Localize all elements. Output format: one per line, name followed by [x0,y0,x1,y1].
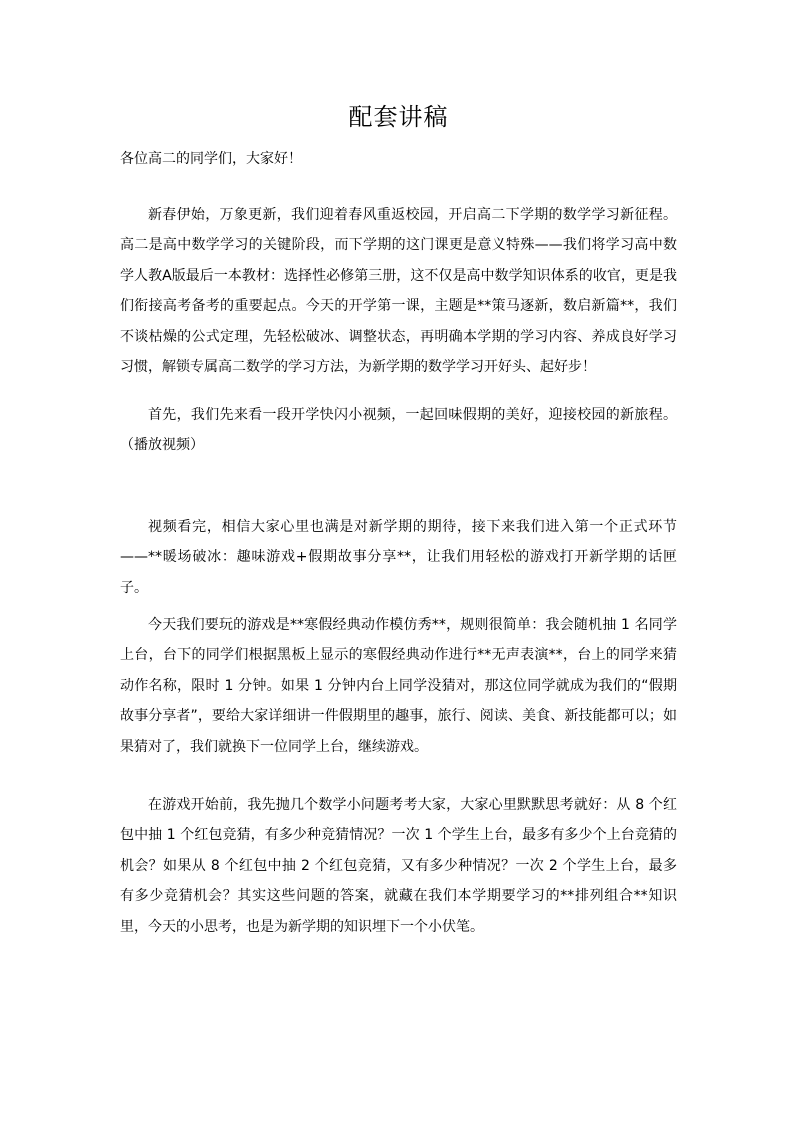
paragraph-math-questions: 在游戏开始前，我先抛几个数学小问题考考大家，大家心里默默思考就好：从 8 个红包中抽 1 个红包竞猜，有多少种竞猜情况？一次 1 个学生上台，最多有多少个上台竞猜的机会？如果从 8 个红包中抽 2 个红包竞猜，又有多少种情况？一次 2 个学生上台，最多有多少竞猜机会？其实这些问题的答案，就藏在我们本学期要学习的**排列组合**知识里，今天的小思考，也是为新学期的知识埋下一个小伏笔。 [120,797,677,935]
paragraph-video: 首先，我们先来看一段开学快闪小视频，一起回味假期的美好，迎接校园的新旅程。（播放视频） [120,407,677,454]
paragraph-icebreaker: 视频看完，相信大家心里也满是对新学期的期待，接下来我们进入第一个正式环节——**暖场破冰：趣味游戏+假期故事分享**，让我们用轻松的游戏打开新学期的话匣子。 [120,519,677,596]
greeting-line: 各位高二的同学们，大家好！ [120,151,302,167]
paragraph-intro: 新春伊始，万象更新，我们迎着春风重返校园，开启高二下学期的数学学习新征程。高二是高中数学学习的关键阶段，而下学期的这门课更是意义特殊——我们将学习高中数学人教A版最后一本教材：选择性必修第三册，这不仅是高中数学知识体系的收官，更是我们衔接高考备考的重要起点。今天的开学第一课，主题是**策马逐新，数启新篇**，我们不谈枯燥的公式定理，先轻松破冰、调整状态，再明确本学期的学习内容、养成良好学习习惯，解锁专属高二数学的学习方法，为新学期的数学学习开好头、起好步！ [120,207,677,376]
document-title: 配套讲稿 [348,103,449,131]
paragraph-game-rules: 今天我们要玩的游戏是**寒假经典动作模仿秀**，规则很简单：我会随机抽 1 名同学上台，台下的同学们根据黑板上显示的寒假经典动作进行**无声表演**，台上的同学来猜动作名称，限时 1 分钟。如果 1 分钟内台上同学没猜对，那这位同学就成为我们的“假期故事分享者”，要给大家详细讲一件假期里的趣事，旅行、阅读、美食、新技能都可以；如果猜对了，我们就换下一位同学上台，继续游戏。 [120,617,677,755]
